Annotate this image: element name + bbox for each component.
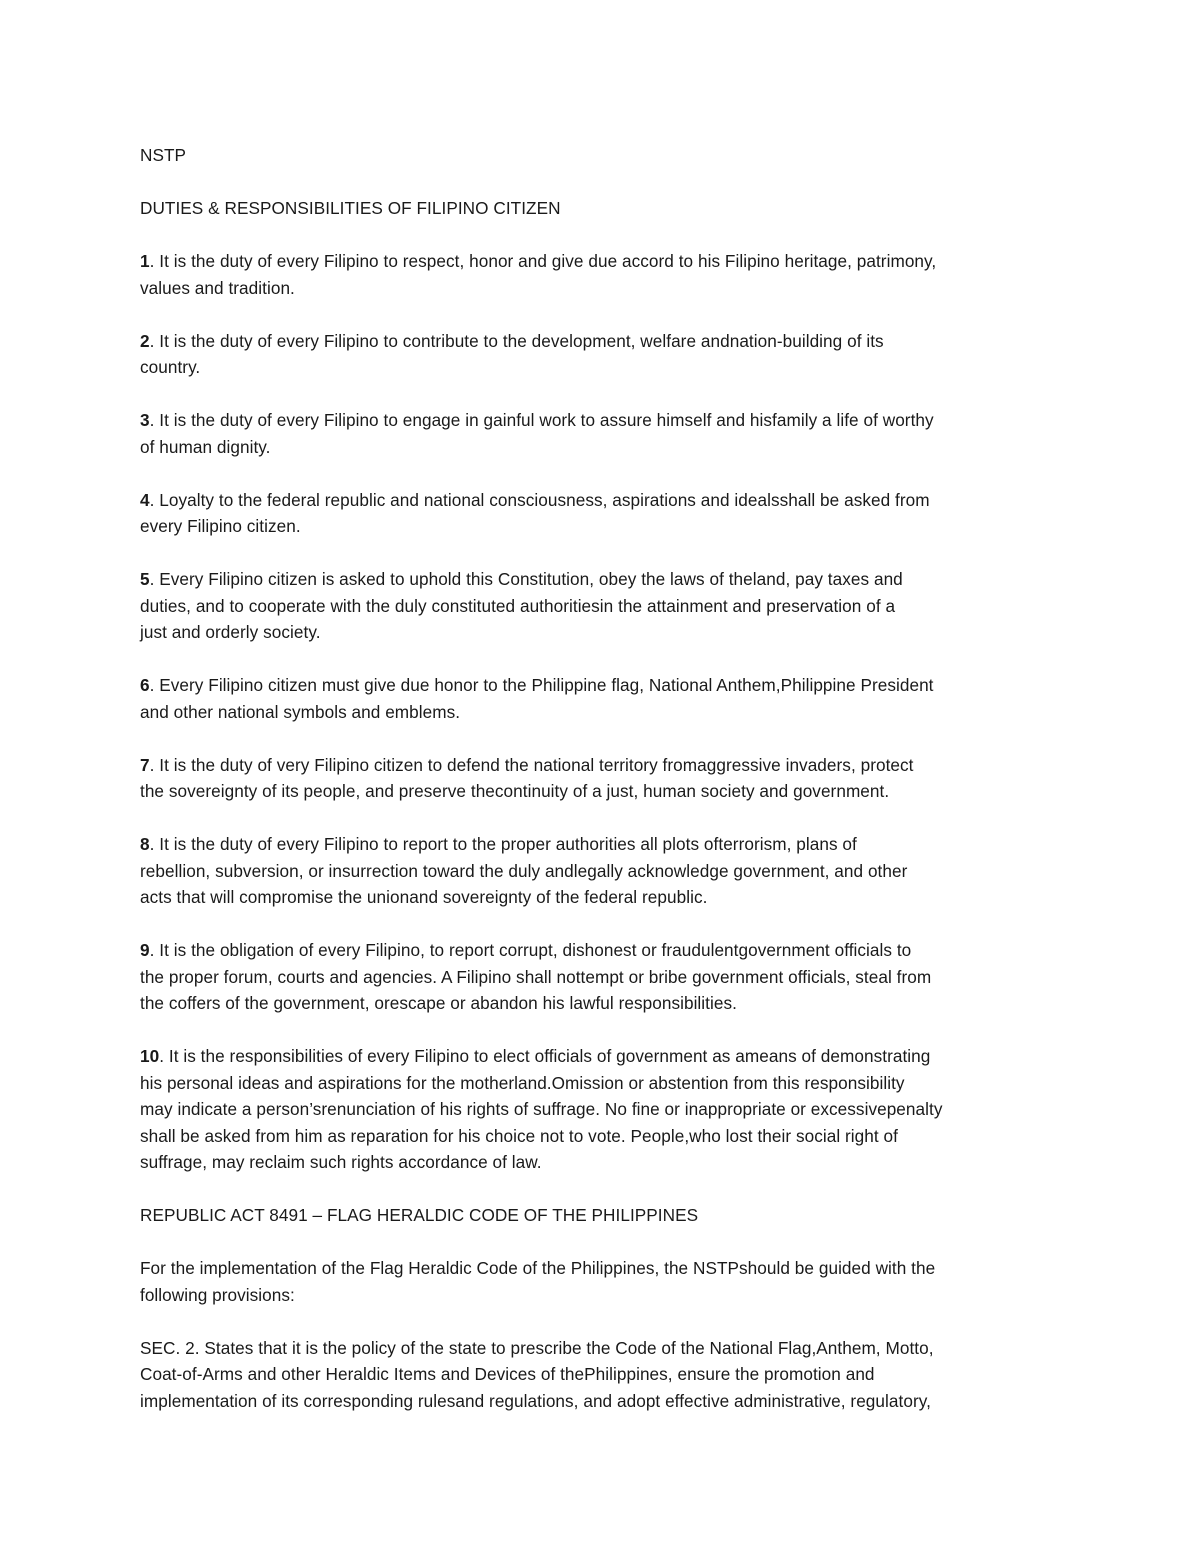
duty-number: 3 [140, 410, 150, 430]
duty-text: . It is the duty of very Filipino citizen to defend the national territory fromaggressive invaders, protect the sovereignty of its people, and preserve thecontinuity of a just, human society and government. [140, 754, 914, 801]
duty-number: 4 [140, 489, 150, 510]
duty-item-5 [140, 566, 1065, 646]
section-heading: DUTIES & RESPONSIBILITIES OF FILIPINO CITIZEN [140, 198, 561, 218]
duty-number: 2 [140, 330, 150, 351]
section-2-paragraph: SEC. 2. States that it is the policy of the state to prescribe the Code of the National Flag,Anthem, Motto, Coat-of-Arms and other Heraldic Items and Devices of thePhilippines, ensure the promotion and implementation of its corresponding rulesand regulations, and adopt effective administrative, regulatory, [140, 1337, 934, 1411]
document-body [140, 142, 1065, 1441]
duty-item-2 [140, 328, 1065, 381]
duty-item-7 [140, 752, 1065, 805]
intro-paragraph: For the implementation of the Flag Heraldic Code of the Philippines, the NSTPshould be guided with the following provisions: [140, 1258, 936, 1305]
duty-text: . Every Filipino citizen is asked to uphold this Constitution, obey the laws of theland, pay taxes and duties, and to cooperate with the duly constituted authoritiesin the attainment and preservation of a just and orderly society. [140, 569, 903, 642]
duty-text: . It is the obligation of every Filipino, to report corrupt, dishonest or fraudulentgovernment officials to the proper forum, courts and agencies. A Filipino shall nottempt or bribe government officials, steal from the coffers of the government, orescape or abandon his lawful responsibilities. [140, 940, 932, 1013]
duty-item-8 [140, 831, 1065, 911]
duty-item-1 [140, 248, 1065, 301]
duty-text: . It is the responsibilities of every Filipino to elect officials of government as ameans of demonstrating his personal ideas and aspirations for the motherland.Omission or abstention from this responsibility may indicate a person’srenunciation of his rights of suffrage. No fine or inappropriate or excessivepenalty shall be asked from him as reparation for his choice not to vote. People,who lost their social right of suffrage, may reclaim such rights accordance of law. [140, 1046, 943, 1172]
duty-text: . It is the duty of every Filipino to respect, honor and give due accord to his Filipino heritage, patrimony, values and tradition. [140, 251, 937, 298]
duty-number: 7 [140, 754, 150, 775]
duty-number: 8 [140, 834, 150, 854]
duty-number: 6 [140, 675, 150, 695]
duty-text: . It is the duty of every Filipino to engage in gainful work to assure himself and hisfamily a life of worthy of human dignity. [140, 410, 934, 457]
duty-text: . It is the duty of every Filipino to report to the proper authorities all plots ofterrorism, plans of rebellion, subversion, or insurrection toward the duly andlegally acknowledge government, and other acts that will compromise the unionand sovereignty of the federal republic. [140, 834, 908, 907]
duty-text: . It is the duty of every Filipino to contribute to the development, welfare andnation-building of its country. [140, 330, 884, 377]
duty-item-6 [140, 672, 1065, 725]
duty-text: . Every Filipino citizen must give due honor to the Philippine flag, National Anthem,Philippine President and other national symbols and emblems. [140, 675, 934, 722]
course-title: NSTP [140, 145, 187, 165]
duty-number: 10 [140, 1046, 160, 1066]
duty-item-10 [140, 1043, 1065, 1176]
duty-number: 1 [140, 251, 150, 271]
republic-act-heading: REPUBLIC ACT 8491 – FLAG HERALDIC CODE OF THE PHILIPPINES [140, 1205, 699, 1225]
duty-number: 5 [140, 569, 150, 589]
duty-item-4 [140, 487, 1065, 540]
duty-text: . Loyalty to the federal republic and national consciousness, aspirations and idealsshall be asked from every Filipino citizen. [140, 489, 930, 536]
duty-item-3 [140, 407, 1065, 460]
duty-number: 9 [140, 940, 150, 960]
duty-item-9 [140, 937, 1065, 1017]
